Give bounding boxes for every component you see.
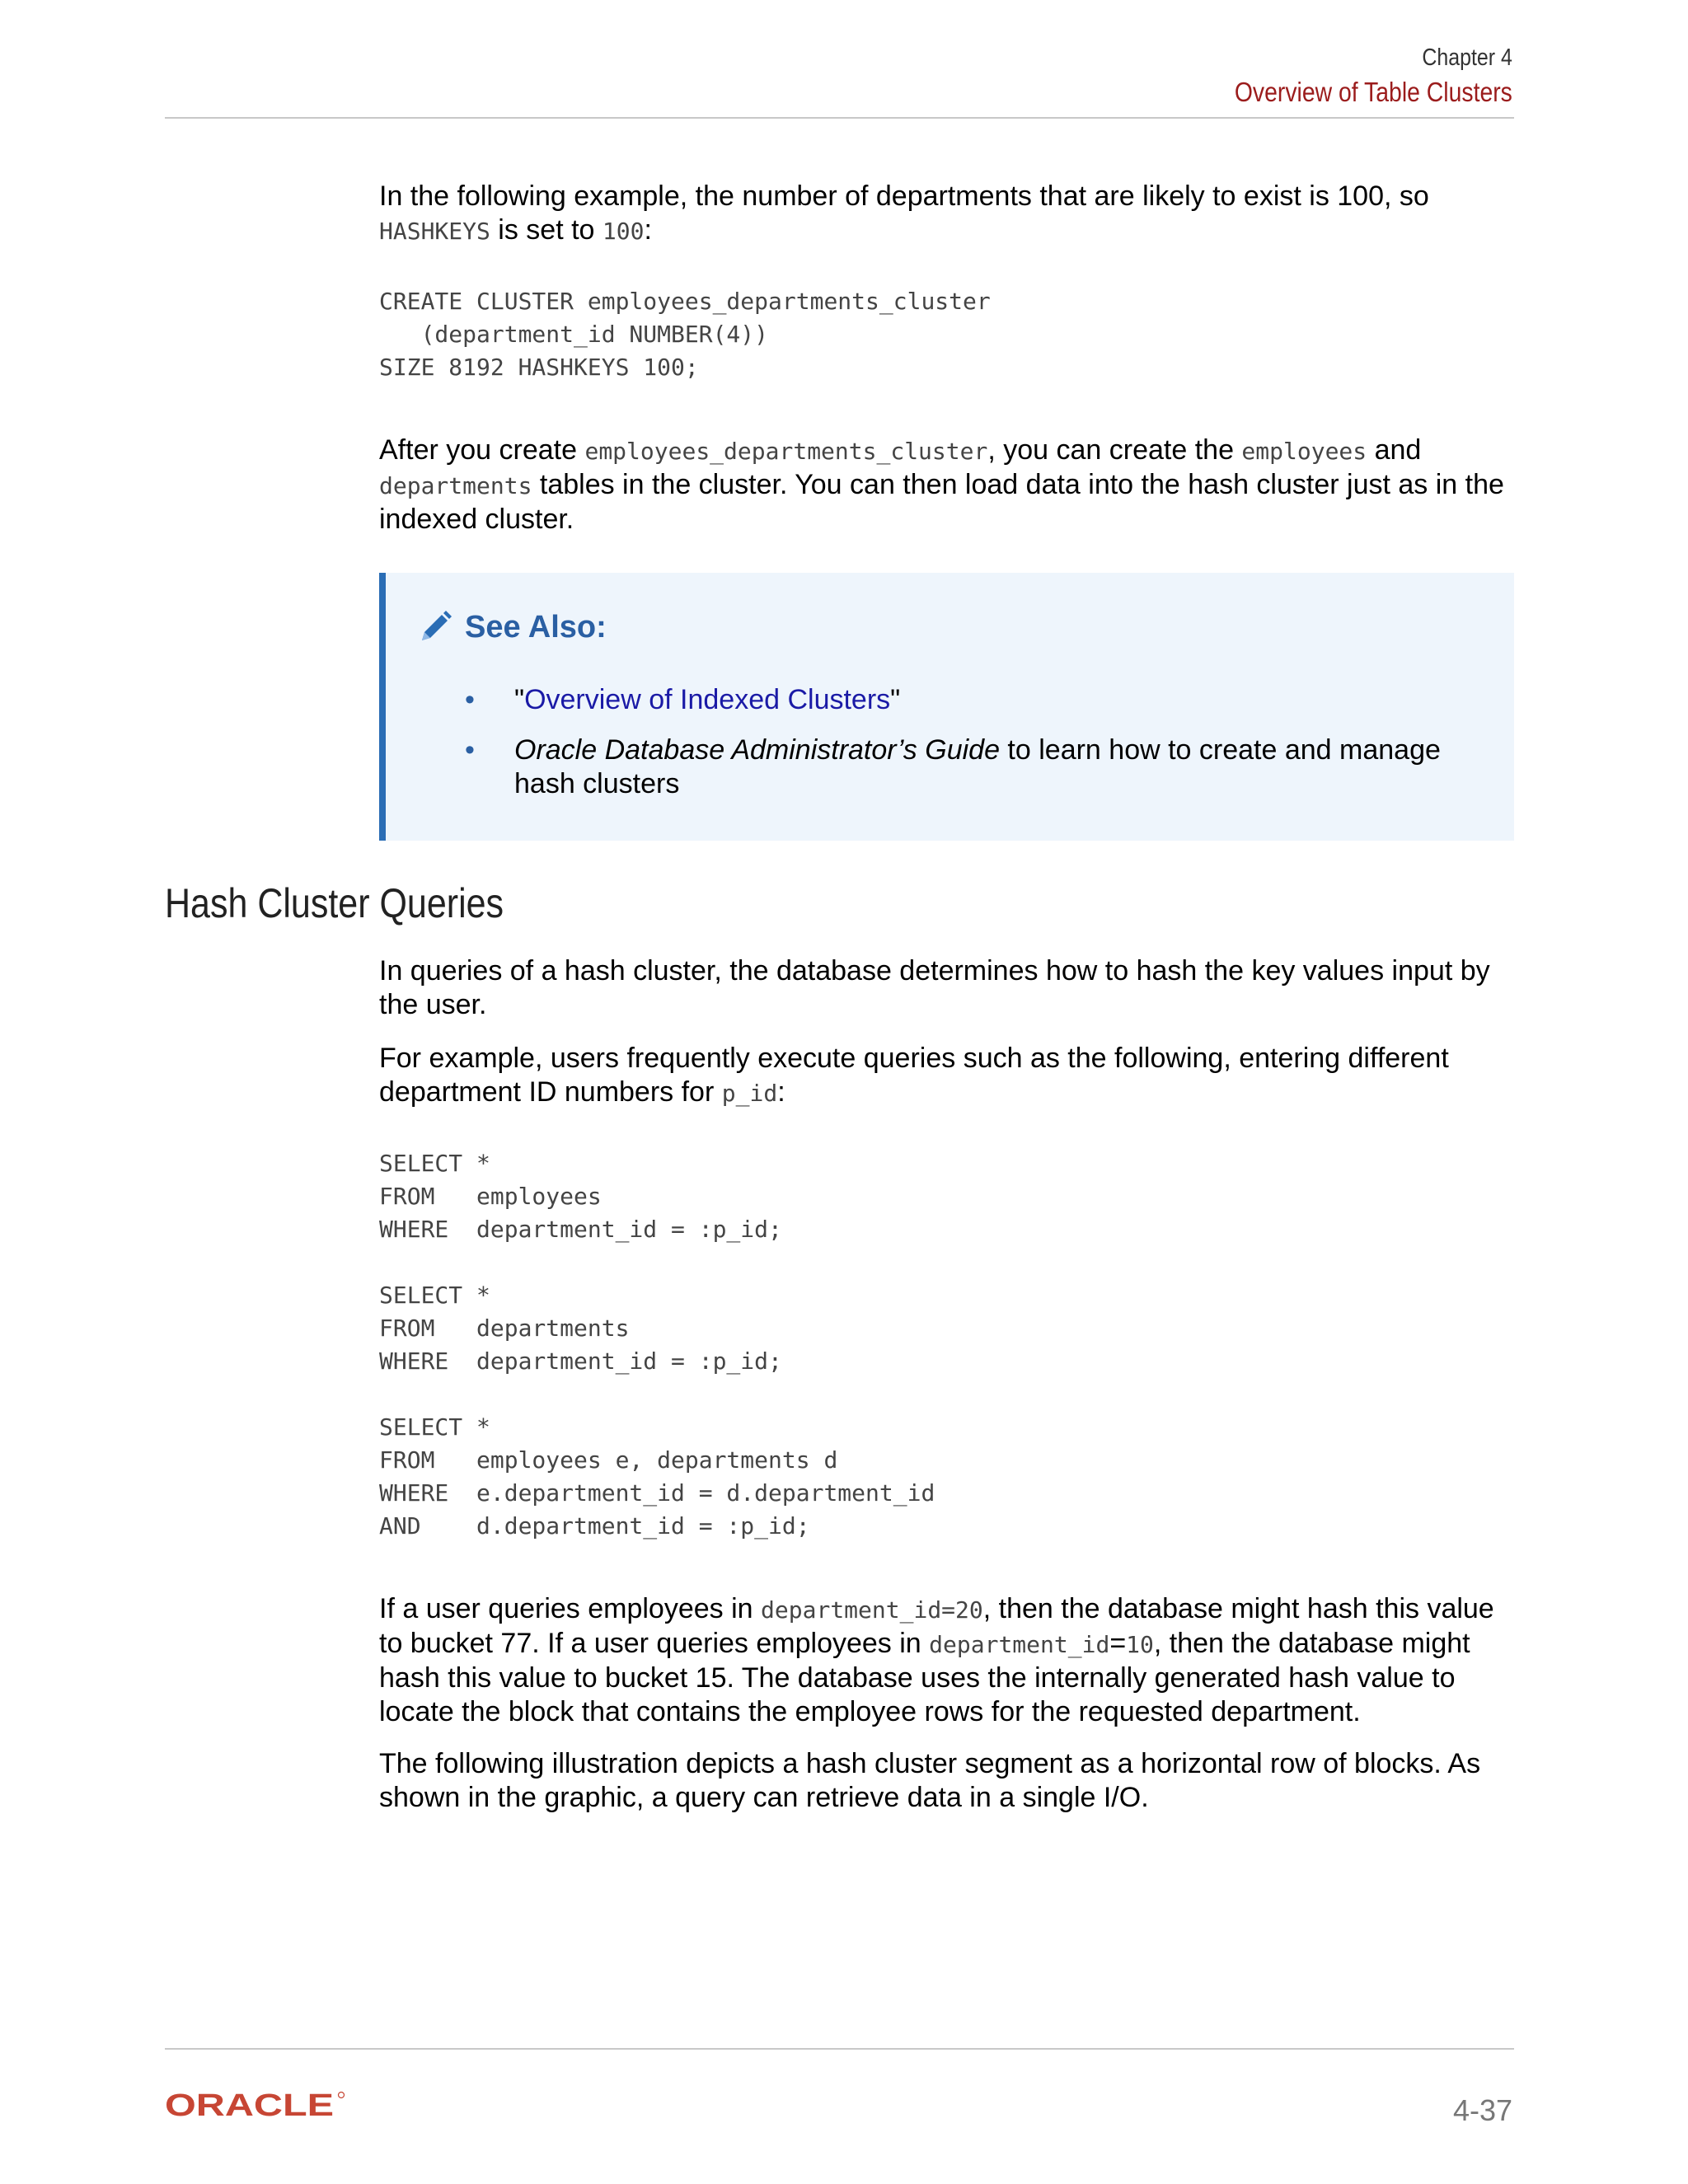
text: :: [777, 1076, 785, 1108]
footer-divider: [165, 2048, 1514, 2050]
page-header: [1189, 41, 1512, 110]
link-overview-indexed-clusters[interactable]: Overview of Indexed Clusters: [524, 684, 891, 715]
code-block-create-cluster: [379, 285, 1517, 384]
inline-code: p_id: [721, 1080, 778, 1107]
section-paragraph-4: [379, 1747, 1517, 1815]
inline-code: departments: [379, 472, 532, 499]
text: After you create: [379, 434, 585, 466]
text: :: [644, 214, 652, 246]
text: , you can create the: [987, 434, 1242, 466]
text: In queries of a hash cluster, the database determines how to hash the key values input by the user.: [379, 955, 1490, 1020]
inline-code: employees_departments_cluster: [584, 438, 988, 465]
inline-code: department_id: [929, 1631, 1110, 1658]
section-paragraph-1: [379, 954, 1517, 1022]
inline-code: department_id=20: [761, 1596, 983, 1624]
see-also-title-row: [417, 609, 607, 645]
page-number: 4-37: [1452, 2093, 1512, 2127]
see-also-list: [465, 683, 1454, 818]
bullet: •: [465, 684, 475, 715]
see-also-box: [379, 573, 1514, 841]
quote: ": [514, 684, 525, 715]
chapter-label: Chapter 4: [1422, 45, 1512, 71]
inline-code: 100: [602, 218, 645, 245]
inline-code: 10: [1126, 1631, 1154, 1658]
list-item: [465, 733, 1454, 801]
chapter-title: Overview of Table Clusters: [1234, 77, 1512, 107]
intro-paragraph-2: [379, 434, 1517, 537]
text: For example, users frequently execute queries such as the following, entering different department ID numbers for: [379, 1043, 1449, 1108]
inline-code: HASHKEYS: [379, 218, 490, 245]
section-paragraph-3: [379, 1592, 1517, 1729]
text: and: [1367, 434, 1422, 466]
text: is set to: [490, 214, 603, 246]
text: The following illustration depicts a hash cluster segment as a horizontal row of blocks. As shown in the graphic, a query can retrieve data in a single I/O.: [379, 1748, 1481, 1813]
text: In the following example, the number of departments that are likely to exist is 100, so: [379, 180, 1429, 212]
code-block-select-queries: [379, 1147, 1517, 1543]
header-divider: [165, 117, 1514, 119]
section-paragraph-2: [379, 1042, 1517, 1110]
bullet: •: [465, 734, 475, 766]
text: If a user queries employees in: [379, 1593, 762, 1624]
quote: ": [890, 684, 901, 715]
section-heading: Hash Cluster Queries: [165, 880, 504, 926]
book-title: Oracle Database Administrator’s Guide: [514, 734, 1000, 766]
intro-paragraph-1: [379, 180, 1517, 248]
oracle-logo: [165, 2090, 346, 2120]
text: , then the database might hash this value to bucket 15. The database uses the internally generated hash value to locate the block that contains the employee rows for the requested department.: [379, 1628, 1470, 1727]
text: to learn how to create and manage hash clusters: [514, 734, 1441, 799]
code-text: CREATE CLUSTER employees_departments_cluster (department_id NUMBER(4)) SIZE 8192 HASHKEYS 100;: [379, 288, 991, 381]
see-also-title: See Also:: [465, 609, 607, 644]
list-item: [465, 683, 1454, 717]
text: =: [1109, 1628, 1127, 1659]
inline-code: employees: [1241, 438, 1367, 465]
text: , then the database might hash this value to bucket 77. If a user queries employees in: [379, 1593, 1494, 1659]
text: tables in the cluster. You can then load data into the hash cluster just as in the indexed cluster.: [379, 469, 1504, 535]
pencil-icon: [417, 609, 453, 645]
code-text: SELECT * FROM employees WHERE department_id = :p_id; SELECT * FROM departments WHERE department_id = :p_id; SELECT * FROM employees e, departments d WHERE e.department_id = d.department_id AND d.department_id = :p_id;: [379, 1150, 935, 1540]
oracle-logo-text: ORACLE: [165, 2090, 334, 2120]
